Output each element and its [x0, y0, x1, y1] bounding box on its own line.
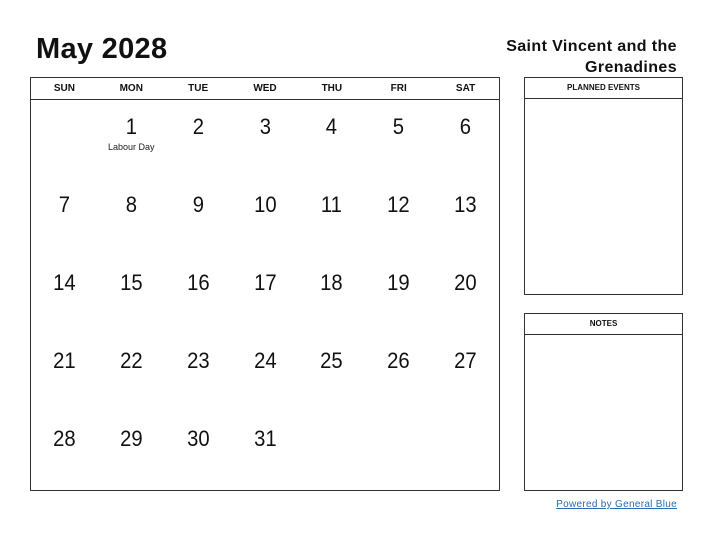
day-number: 1 — [125, 114, 137, 139]
day-cell-23 — [165, 334, 232, 412]
day-number: 10 — [253, 192, 277, 217]
calendar-grid — [30, 77, 500, 491]
day-cell-2 — [165, 100, 232, 178]
day-cell-11 — [298, 178, 365, 256]
day-cell-28 — [31, 412, 98, 490]
day-cell-9 — [165, 178, 232, 256]
day-number: 4 — [326, 114, 338, 139]
day-cell-6 — [432, 100, 499, 178]
day-number: 6 — [459, 114, 472, 139]
day-number: 25 — [320, 348, 344, 373]
powered-by-link[interactable]: Powered by General Blue — [556, 499, 677, 510]
empty-day-cell — [365, 412, 432, 490]
day-cell-22 — [98, 334, 165, 412]
weekday-tue: TUE — [188, 83, 209, 94]
day-number: 19 — [387, 270, 410, 295]
day-cell-1 — [98, 100, 165, 178]
day-number: 21 — [53, 348, 76, 373]
day-number: 24 — [253, 348, 277, 373]
day-cell-3 — [232, 100, 299, 178]
day-number: 8 — [125, 192, 137, 217]
day-number: 16 — [186, 270, 210, 295]
calendar-body — [31, 100, 499, 490]
planned-events-title: PLANNED EVENTS — [525, 78, 682, 99]
weekday-mon: MON — [119, 83, 143, 94]
day-cell-17 — [232, 256, 299, 334]
day-number: 28 — [53, 426, 76, 451]
planned-events-panel — [524, 77, 683, 295]
day-number: 12 — [387, 192, 410, 217]
day-cell-15 — [98, 256, 165, 334]
day-cell-4 — [298, 100, 365, 178]
notes-title: NOTES — [525, 314, 682, 335]
empty-day-cell — [298, 412, 365, 490]
day-cell-10 — [232, 178, 299, 256]
day-cell-27 — [432, 334, 499, 412]
day-number: 29 — [120, 426, 143, 451]
day-cell-7 — [31, 178, 98, 256]
day-number: 26 — [387, 348, 410, 373]
day-cell-16 — [165, 256, 232, 334]
holiday-label: Labour Day — [108, 142, 155, 152]
day-number: 27 — [454, 348, 477, 373]
day-number: 30 — [186, 426, 210, 451]
day-number: 9 — [192, 192, 204, 217]
day-number: 18 — [320, 270, 344, 295]
weekday-header — [31, 78, 499, 100]
day-cell-26 — [365, 334, 432, 412]
day-cell-14 — [31, 256, 98, 334]
day-number: 2 — [192, 114, 204, 139]
day-cell-21 — [31, 334, 98, 412]
day-cell-18 — [298, 256, 365, 334]
day-cell-24 — [232, 334, 299, 412]
day-cell-5 — [365, 100, 432, 178]
day-number: 11 — [321, 192, 343, 217]
page-title: May 2028 — [36, 33, 168, 65]
day-cell-25 — [298, 334, 365, 412]
day-cell-30 — [165, 412, 232, 490]
day-number: 23 — [186, 348, 210, 373]
day-cell-31 — [232, 412, 299, 490]
empty-day-cell — [432, 412, 499, 490]
country-name: Saint Vincent and the Grenadines — [506, 38, 677, 76]
day-number: 20 — [454, 270, 477, 295]
day-cell-20 — [432, 256, 499, 334]
weekday-sat: SAT — [455, 83, 476, 94]
weekday-fri: FRI — [390, 83, 407, 94]
notes-panel — [524, 313, 683, 491]
day-number: 7 — [58, 192, 71, 217]
day-number: 15 — [120, 270, 143, 295]
day-number: 5 — [393, 114, 405, 139]
weekday-thu: THU — [321, 83, 343, 94]
day-number: 17 — [253, 270, 277, 295]
day-number: 14 — [53, 270, 76, 295]
day-number: 22 — [120, 348, 143, 373]
empty-day-cell — [31, 100, 98, 178]
day-cell-8 — [98, 178, 165, 256]
weekday-sun: SUN — [53, 83, 75, 94]
weekday-wed: WED — [253, 83, 277, 94]
day-cell-19 — [365, 256, 432, 334]
day-cell-29 — [98, 412, 165, 490]
day-number: 31 — [253, 426, 277, 451]
day-number: 13 — [454, 192, 477, 217]
day-cell-12 — [365, 178, 432, 256]
day-number: 3 — [259, 114, 271, 139]
day-cell-13 — [432, 178, 499, 256]
